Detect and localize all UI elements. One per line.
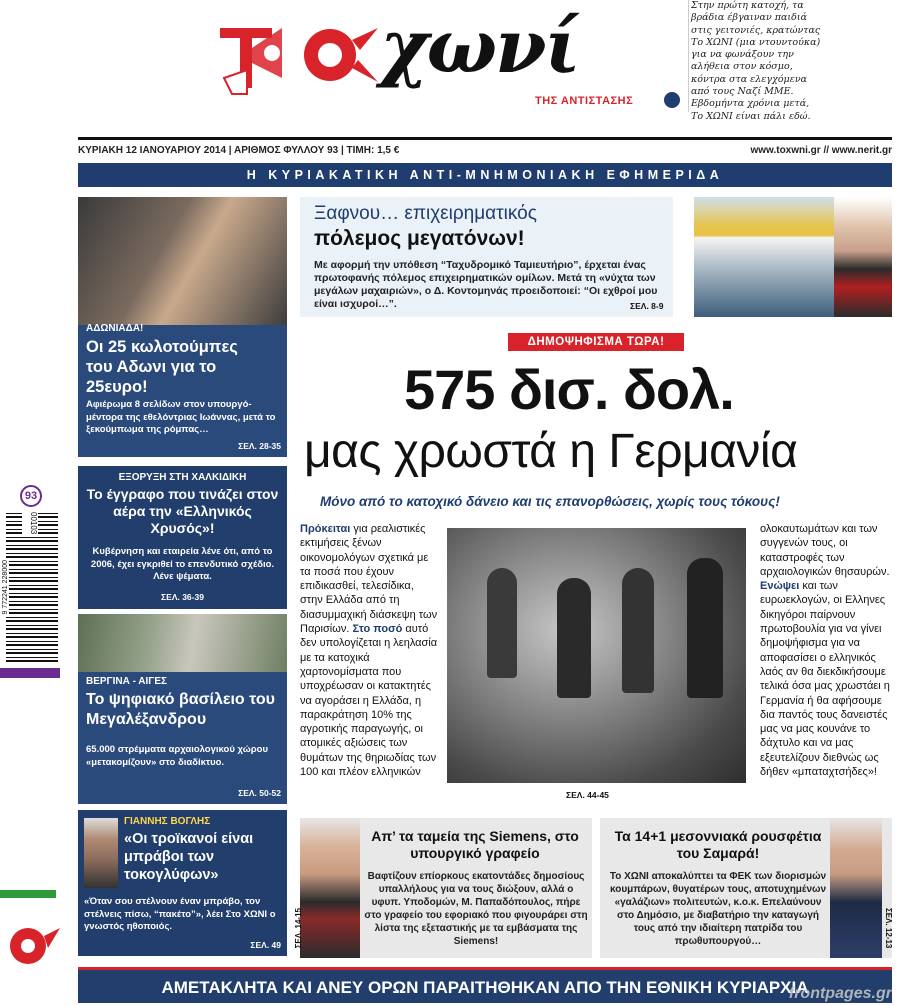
page-ref: ΣΕΛ. 50-52 (238, 788, 281, 798)
lead-right-column (760, 522, 892, 779)
lead-left-column (300, 522, 438, 779)
lead-lede: Στο ποσό (352, 623, 403, 636)
figure-silhouette (487, 568, 517, 678)
bank-photo (694, 197, 834, 317)
quote-line: κόντρα στα ελεγχόμενα (691, 73, 808, 85)
page-ref-vertical: ΣΕΛ. 14-15 (294, 908, 303, 949)
samaras-photo (830, 818, 882, 958)
dateline-left: ΚΥΡΙΑΚΗ 12 ΙΑΝΟΥΑΡΙΟΥ 2014 | ΑΡΙΘΜΟΣ ΦΥΛΛΟΥ 93 | ΤΙΜΗ: 1,5 € (78, 145, 400, 156)
top-story[interactable] (300, 197, 892, 317)
referendum-badge: ΔΗΜΟΨΗΦΙΣΜΑ ΤΩΡΑ! (508, 333, 684, 351)
story-body: Βαφτίζουν επίορκους εκατοντάδες δημοσίους υπαλλήλους για να τους διώξουν, αλλά ο υφυπ. Υποδομών, Μ. Παπαδόπουλος, πήρε στο γραφείο του εφοριακό που φιγουράρει στη λίστα της εξεταστικής με τα εμβάσματα της Siemens! (364, 871, 588, 947)
story-body: Κυβέρνηση και εταιρεία λένε ότι, από το 2006, έχει εγκριθεί το επενδυτικό σχέδιο. Λένε ψέματα. (90, 546, 275, 582)
lead-text: και των ευρωεκλογών, οι Ελληνες δικηγόροι παίρνουν πρωτοβουλία για να γίνει δημοψήφισμα για να αποφασίσει ο ελληνικός λαός αν θα διεκδικήσουμε τελικά όσα μας χρωστάει η Γερμανία ή θα αφήσουμε δια παντός τους δανειστές μας να μας κουνάνε το δάχτυλο και να μας εξευτελίζουν διεθνώς ως δήθεν «μπαταχτσήδες»! (760, 580, 890, 779)
barcode-code: 00103 (22, 512, 38, 534)
color-strip-green (0, 890, 56, 898)
footer-banner: ΑΜΕΤΑΚΛΗΤΑ ΚΑΙ ΑΝΕΥ ΟΡΩΝ ΠΑΡΑΙΤΗΘΗΚΑΝ ΑΠΟ ΤΗΝ ΕΘΝΙΚΗ ΚΥΡΙΑΡΧΙΑ (78, 967, 892, 1003)
lead-headline-1: 575 δισ. δολ. (404, 358, 734, 421)
quote-line: Το ΧΩΝΙ (μια ντουντούκα) (691, 36, 821, 48)
quote-line: Στην πρώτη κατοχή, τα (691, 0, 804, 11)
sidebar-story-vergina[interactable] (78, 614, 287, 804)
kontominas-photo (834, 197, 892, 317)
top-rule (78, 137, 892, 140)
story-tag: ΑΔΩΝΙΑΔΑ! (86, 323, 144, 334)
quote-line: βράδια έβγαιναν παιδιά (691, 12, 808, 24)
quote-line: Εβδομήντα χρόνια μετά, (691, 98, 810, 110)
story-headline: Τα 14+1 μεσοννιακά ρουσφέτια του Σαμαρά! (614, 828, 822, 861)
voglis-photo (84, 818, 118, 888)
quote-line: από τους Ναζί ΜΜΕ. (691, 86, 794, 98)
burst-icon (290, 20, 380, 90)
adonis-photo (78, 197, 287, 325)
sidebar-story-gold[interactable] (78, 466, 287, 609)
logo-graphic (212, 8, 284, 96)
issue-badge: 93 (20, 485, 42, 507)
aerial-photo (78, 614, 287, 672)
story-body: Το ΧΩΝΙ αποκαλύπτει τα ΦΕΚ των διορισμών κουμπάρων, θυγατέρων τους, αποτυχημένων «γαλάζιων» πολιτευτών, κ.ο.κ. Επελαύνουν στο Δημόσιο, με διαβατήριο την καταγωγή τους από την ιδιαίτερη πατρίδα του πρωθυπουργού… (609, 871, 827, 947)
barcode (6, 512, 58, 662)
bottom-story-siemens[interactable] (294, 818, 592, 958)
dateline-right: www.toxwni.gr // www.nerit.gr (750, 145, 892, 156)
papadopoulos-photo (300, 818, 360, 958)
logo-to (290, 20, 370, 90)
quote-line: στις γειτονιές, κρατώντας (691, 24, 821, 36)
quote-line: για να φωνάξουν την (691, 49, 794, 61)
story-headline: «Οι τροϊκανοί είναι μπράβοι των τοκογλύφων» (124, 831, 254, 883)
lead-lede: Πρόκειται (300, 523, 351, 535)
page-ref: ΣΕΛ. 28-35 (238, 441, 281, 451)
star-icon (664, 92, 680, 108)
story-headline: Οι 25 κωλοτούμπες του Αδωνι για το 25ευρο! (86, 338, 238, 396)
tagline-banner: Η ΚΥΡΙΑΚΑΤΙΚΗ ΑΝΤΙ-ΜΝΗΜΟΝΙΑΚΗ ΕΦΗΜΕΡΙΔΑ (78, 163, 892, 187)
page-ref: ΣΕΛ. 8-9 (630, 301, 664, 311)
figure-silhouette (687, 558, 723, 698)
lead-text: αυτό δεν υπολογίζεται η λεηλασία με τα κατοχικά χαρτονομίσματα που υποχρέωσαν οι κατακτητές να αγοράσει η Ελλάδα, η παρακράτηση 10% της αγροτικής παραγωγής, οι ατομικές αξιώσεις των θυμάτων της θηριωδίας των 100 και πλέον ελληνικών (300, 623, 438, 779)
story-tag: ΓΙΑΝΝΗΣ ΒΟΓΛΗΣ (124, 816, 211, 827)
page-ref: ΣΕΛ. 36-39 (161, 592, 204, 602)
story-headline: πόλεμος μεγατόνων! (314, 227, 525, 250)
photo-page-ref: ΣΕΛ. 44-45 (566, 790, 609, 800)
lead-lede: Ενώψει (760, 580, 800, 593)
story-tag: ΕΞΟΡΥΞΗ ΣΤΗ ΧΑΛΚΙΔΙΚΗ (118, 472, 247, 483)
story-headline: Το ψηφιακό βασίλειο του Μεγαλέξανδρου (86, 691, 275, 728)
sidebar-story-adonis[interactable] (78, 197, 287, 457)
lead-text: για ρεαλιστικές εκτιμήσεις ξένων οικονομολόγων σχετικά με τα ποσά που έχουν επιδικασθεί, τελεσίδικα, στην Ελλάδα από τη διασυμμαχική διάσκεψη των Παρισίων. (300, 523, 438, 636)
quote-box (688, 0, 838, 122)
story-body: Αφιέρωμα 8 σελίδων στον υπουργό-μέντορα της εθελόντριας Ιωάννας, μετά το ξεκούμπωμα της ρόμπας… (86, 399, 276, 435)
color-strip-purple (0, 668, 60, 678)
lead-headline-2: μας χρωστά η Γερμανία (304, 425, 798, 478)
lead-subhead: Μόνο από το κατοχικό δάνειο και τις επανορθώσεις, χωρίς τους τόκους! (320, 494, 780, 509)
occupation-photo (447, 528, 746, 783)
bottom-story-samaras[interactable] (600, 818, 892, 958)
story-kicker: Ξαφνου… επιχειρηματικός (314, 203, 537, 224)
story-body: Με αφορμή την υπόθεση “Ταχυδρομικό Ταμιευτήριο”, έρχεται ένας πρωτοφανής πόλεμος επιχειρηματικών ομίλων. Μετά τη «νύχτα των μεγάλων μαχαιριών», ο Δ. Κοντομηνάς προειδοποιεί: “Οι εχθροί μου είναι ισχυροί…”. (314, 259, 658, 310)
small-logo-icon (4, 918, 60, 974)
logo-wordmark: χωνί (380, 4, 579, 90)
story-body: «Όταν σου στέλνουν έναν μπράβο, τον στέλνεις πίσω, “πακέτο”», λέει Στο ΧΩΝΙ ο γνωστός ηθοποιός. (84, 896, 276, 932)
barcode-number: 9 772241 228000 (2, 560, 9, 615)
quote-line: Το ΧΩΝΙ είναι πάλι εδώ. (691, 110, 811, 122)
megaphone-icon (212, 8, 284, 96)
masthead (200, 0, 680, 115)
figure-silhouette (622, 568, 654, 693)
story-body: 65.000 στρέμματα αρχαιολογικού χώρου «μετακομίζουν» στο διαδίκτυο. (86, 744, 268, 768)
lead-text: ολοκαυτωμάτων και των συγγενών τους, οι καταστροφές των αρχαιολογικών θησαυρών. (760, 523, 890, 578)
watermark: frontpages.gr (788, 985, 892, 1002)
page-ref-vertical: ΣΕΛ. 12-13 (884, 908, 893, 949)
page-ref: ΣΕΛ. 49 (250, 940, 281, 950)
logo-subtitle: ΤΗΣ ΑΝΤΙΣΤΑΣΗΣ (535, 95, 634, 107)
story-headline: Απ’ τα ταμεία της Siemens, στο υπουργικό γραφείο (371, 828, 579, 861)
quote-line: αλήθεια στον κόσμο, (691, 61, 793, 73)
story-headline: Το έγγραφο που τινάζει στον αέρα την «Ελληνικός Χρυσός»! (86, 486, 279, 536)
sidebar-story-voglis[interactable] (78, 810, 287, 956)
figure-silhouette (557, 578, 591, 698)
story-tag: ΒΕΡΓΙΝΑ - ΑΙΓΕΣ (86, 676, 167, 687)
